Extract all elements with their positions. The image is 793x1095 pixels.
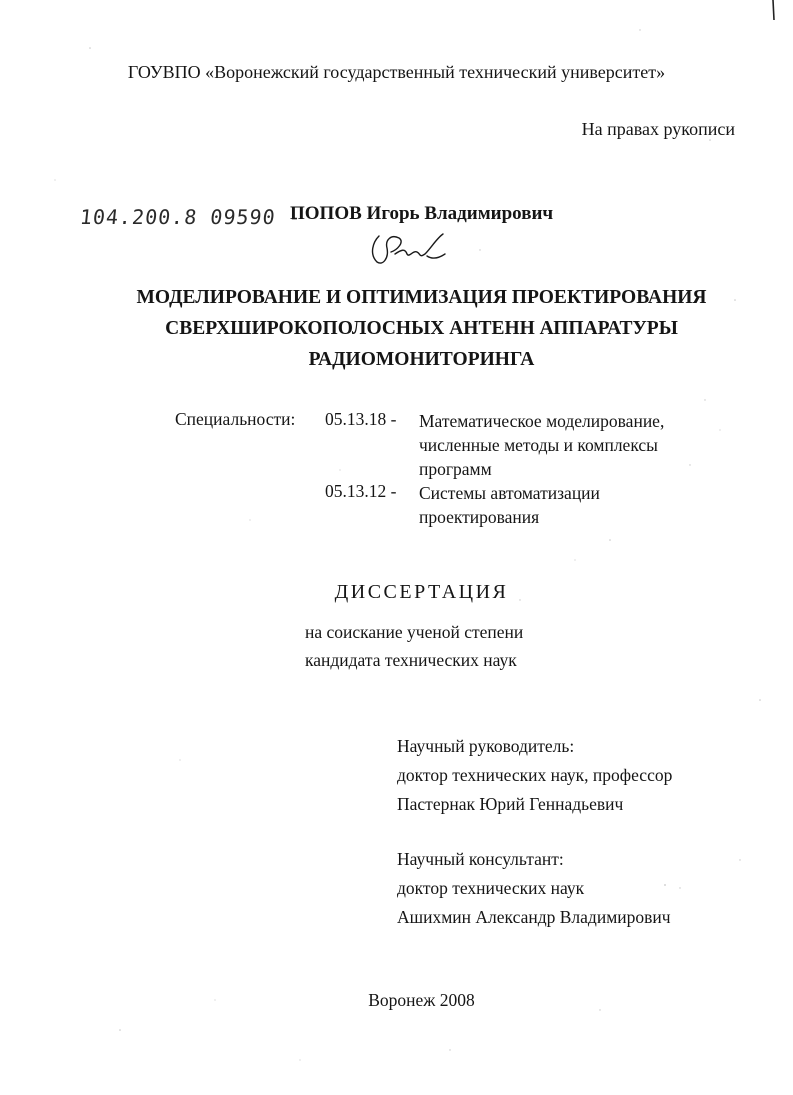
consultant-degree: доктор технических наук	[397, 878, 585, 898]
consultant-name: Ашихмин Александр Владимирович	[397, 907, 671, 927]
consultant-role: Научный консультант:	[397, 849, 564, 869]
author-name: ПОПОВ Игорь Владимирович	[290, 203, 554, 224]
city-year: Воронеж 2008	[368, 990, 475, 1010]
advisor-block	[397, 732, 672, 819]
degree-line-1: на соискание ученой степени	[305, 622, 524, 642]
specialty-description-1: Математическое моделирование, численные методы и комплексы программ	[419, 411, 665, 479]
author-signature	[365, 228, 455, 270]
specialty-code-1: 05.13.18 -	[325, 409, 397, 429]
corner-scan-mark	[771, 0, 777, 22]
specialty-description-2: Системы автоматизации проектирования	[419, 483, 600, 527]
advisor-name: Пастернак Юрий Геннадьевич	[397, 794, 624, 814]
title-line-3: РАДИОМОНИТОРИНГА	[308, 349, 535, 370]
advisor-role: Научный руководитель:	[397, 736, 575, 756]
title-line-2: СВЕРХШИРОКОПОЛОСНЫХ АНТЕНН АППАРАТУРЫ	[165, 318, 678, 339]
specialties-label: Специальности:	[175, 409, 296, 429]
document-type-heading: ДИССЕРТАЦИЯ	[334, 581, 509, 603]
dissertation-title	[0, 282, 793, 375]
specialty-code-2: 05.13.12 -	[325, 481, 397, 501]
organization-header: ГОУВПО «Воронежский государственный технический университет»	[127, 62, 666, 82]
degree-line-2: кандидата технических наук	[305, 650, 517, 670]
title-line-1: МОДЕЛИРОВАНИЕ И ОПТИМИЗАЦИЯ ПРОЕКТИРОВАНИЯ	[136, 287, 707, 308]
advisor-degree: доктор технических наук, профессор	[397, 765, 673, 785]
consultant-block	[397, 845, 671, 932]
rights-note: На правах рукописи	[581, 119, 735, 139]
registration-stamp-number: 104.200.8 09590 -	[78, 205, 303, 229]
